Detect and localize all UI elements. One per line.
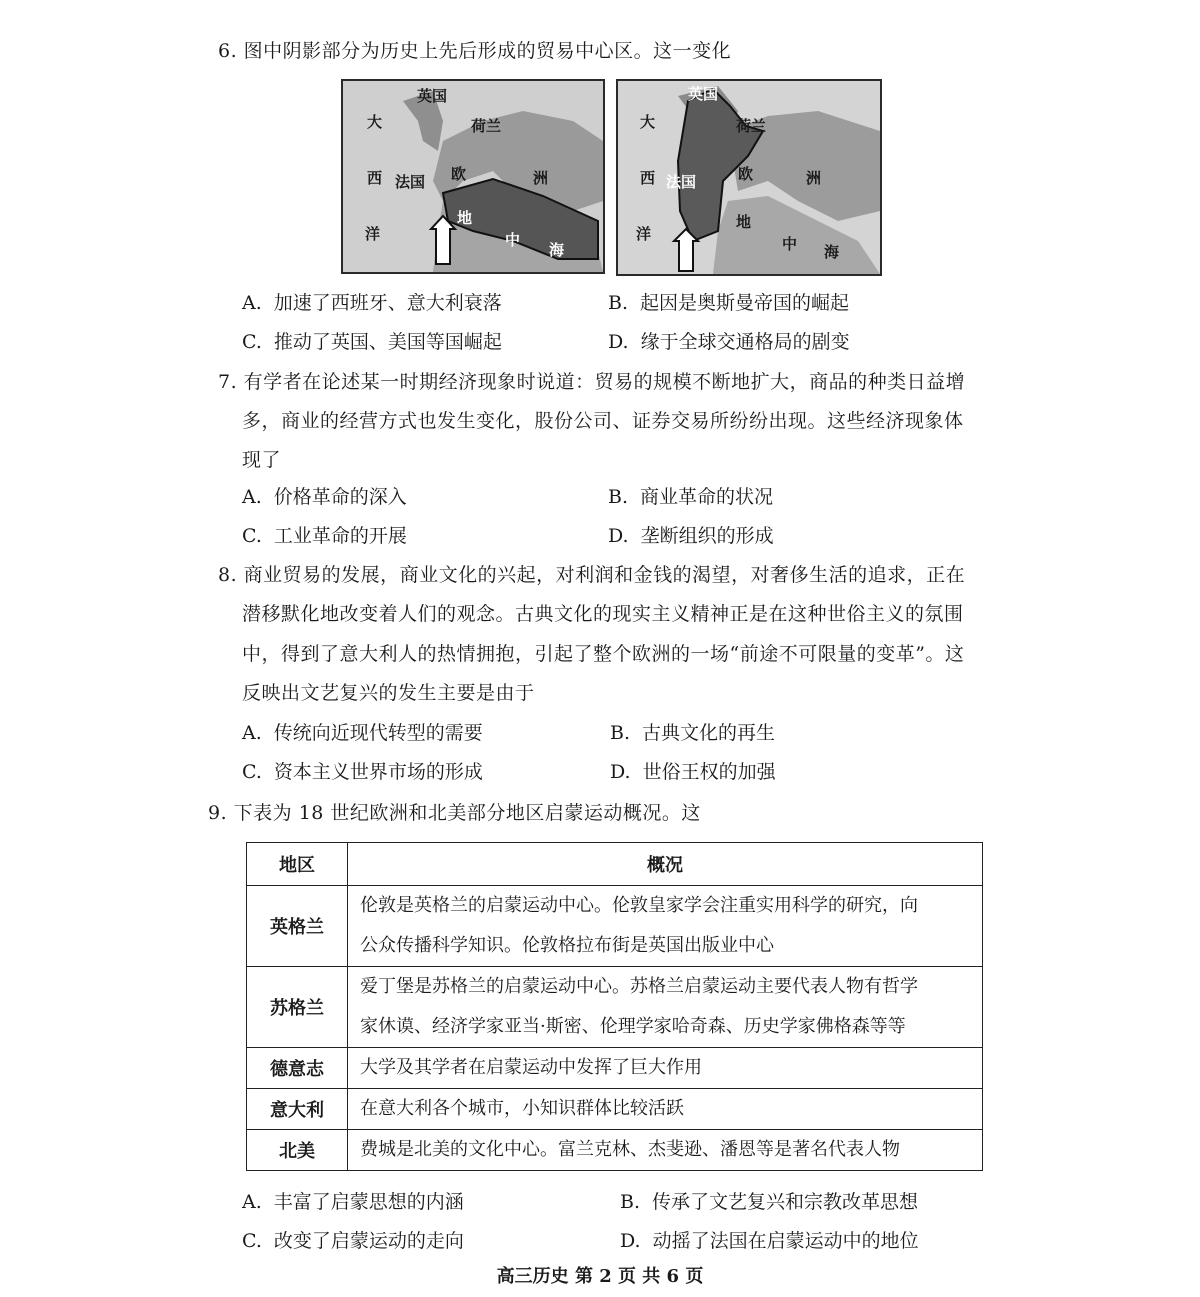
option-letter: A.: [242, 1191, 262, 1213]
table-row: [247, 967, 983, 1048]
q8-option-a[interactable]: [242, 720, 483, 746]
option-letter: D.: [608, 525, 629, 547]
map-right-label-zhou: 洲: [806, 169, 822, 187]
desc-line: 在意大利各个城市，小知识群体比较活跃: [360, 1098, 684, 1119]
map-right-label-zhong: 中: [782, 235, 798, 253]
option-letter: A.: [242, 292, 262, 314]
option-text: 世俗王权的加强: [642, 761, 776, 783]
desc-line: 公众传播科学知识。伦敦格拉布街是英国出版业中心: [360, 935, 774, 956]
option-letter: C.: [242, 761, 262, 783]
map-left-label-ou: 欧: [451, 165, 467, 183]
desc-line: 大学及其学者在启蒙运动中发挥了巨大作用: [360, 1057, 702, 1078]
row-desc: [348, 1048, 983, 1089]
q6-stem: 6. 图中阴影部分为历史上先后形成的贸易中心区。这一变化: [218, 40, 732, 62]
option-letter: D.: [610, 761, 631, 783]
row-desc: [348, 967, 983, 1048]
map-left-label-france: 法国: [395, 173, 426, 191]
row-region: 北美: [247, 1130, 348, 1171]
option-letter: B.: [610, 722, 631, 744]
desc-line: 家休谟、经济学家亚当·斯密、伦理学家哈奇森、历史学家佛格森等等: [360, 1016, 906, 1037]
option-letter: D.: [608, 331, 629, 353]
map-left-label-da: 大: [367, 113, 383, 131]
q6-option-d[interactable]: [608, 329, 850, 355]
row-desc: [348, 886, 983, 967]
table-row: [247, 1130, 983, 1171]
option-text: 传统向近现代转型的需要: [273, 722, 483, 744]
map-left-label-xi: 西: [367, 169, 383, 187]
option-letter: B.: [608, 292, 629, 314]
map-right-label-hai: 海: [824, 243, 840, 261]
header-overview: 概况: [348, 843, 983, 886]
q8-option-d[interactable]: [610, 759, 776, 785]
map-left-label-zhou: 洲: [533, 169, 549, 187]
q7-line-2: 多，商业的经营方式也发生变化，股份公司、证券交易所纷纷出现。这些经济现象体: [242, 410, 964, 432]
map-left-label-yang: 洋: [365, 225, 381, 243]
map-left-label-holland: 荷兰: [471, 117, 502, 135]
q9-option-a[interactable]: [242, 1189, 464, 1215]
q7-line-1: 7. 有学者在论述某一时期经济现象时说道：贸易的规模不断地扩大，商品的种类日益增: [218, 371, 966, 393]
page-footer: 高三历史 第 2 页 共 6 页: [496, 1266, 704, 1287]
q9-option-d[interactable]: [620, 1228, 919, 1254]
enlightenment-table: [246, 842, 983, 1171]
option-text: 动摇了法国在启蒙运动中的地位: [652, 1230, 919, 1252]
map-right-label-di: 地: [736, 213, 752, 231]
map-right-label-ou: 欧: [738, 165, 754, 183]
desc-line: 费城是北美的文化中心。富兰克林、杰斐逊、潘恩等是著名代表人物: [360, 1139, 900, 1160]
option-text: 价格革命的深入: [273, 486, 407, 508]
trade-map-left: [341, 79, 605, 274]
option-letter: A.: [242, 722, 262, 744]
q8-option-b[interactable]: [610, 720, 775, 746]
q7-option-b[interactable]: [608, 484, 773, 510]
option-text: 资本主义世界市场的形成: [273, 761, 483, 783]
map-right-label-england: 英国: [688, 85, 719, 103]
q9-option-c[interactable]: [242, 1228, 464, 1254]
option-letter: C.: [242, 1230, 262, 1252]
q8-line-3: 中，得到了意大利人的热情拥抱，引起了整个欧洲的一场“前途不可限量的变革”。这: [242, 643, 965, 665]
map-left-label-zhong: 中: [505, 231, 521, 249]
q8-option-c[interactable]: [242, 759, 483, 785]
table-row: [247, 886, 983, 967]
desc-line: 爱丁堡是苏格兰的启蒙运动中心。苏格兰启蒙运动主要代表人物有哲学: [360, 976, 918, 997]
table-header-row: [247, 843, 983, 886]
q9-option-b[interactable]: [620, 1189, 918, 1215]
q8-line-1: 8. 商业贸易的发展，商业文化的兴起，对利润和金钱的渴望，对奢侈生活的追求，正在: [218, 564, 966, 586]
row-desc: [348, 1130, 983, 1171]
option-text: 古典文化的再生: [642, 722, 776, 744]
table-row: [247, 1089, 983, 1130]
map-left-label-di: 地: [457, 209, 473, 227]
option-letter: C.: [242, 331, 262, 353]
q7-option-d[interactable]: [608, 523, 774, 549]
q6-option-b[interactable]: [608, 290, 849, 316]
row-desc: [348, 1089, 983, 1130]
map-left-label-england: 英国: [417, 87, 448, 105]
map-right-label-france: 法国: [666, 173, 697, 191]
q8-line-2: 潜移默化地改变着人们的观念。古典文化的现实主义精神正是在这种世俗主义的氛围: [242, 603, 964, 625]
q7-option-a[interactable]: [242, 484, 407, 510]
q6-option-a[interactable]: [242, 290, 502, 316]
row-region: 苏格兰: [247, 967, 348, 1048]
option-text: 工业革命的开展: [273, 525, 407, 547]
option-text: 传承了文艺复兴和宗教改革思想: [652, 1191, 919, 1213]
option-text: 推动了英国、美国等国崛起: [273, 331, 502, 353]
header-region: 地区: [247, 843, 348, 886]
map-right-label-xi: 西: [640, 169, 656, 187]
option-text: 改变了启蒙运动的走向: [273, 1230, 464, 1252]
option-letter: D.: [620, 1230, 641, 1252]
map-right-label-yang: 洋: [636, 225, 652, 243]
option-text: 加速了西班牙、意大利衰落: [273, 292, 502, 314]
desc-line: 伦敦是英格兰的启蒙运动中心。伦敦皇家学会注重实用科学的研究，向: [360, 895, 918, 916]
row-region: 德意志: [247, 1048, 348, 1089]
row-region: 意大利: [247, 1089, 348, 1130]
option-text: 垄断组织的形成: [640, 525, 774, 547]
q7-line-3: 现了: [242, 449, 282, 471]
option-text: 丰富了启蒙思想的内涵: [273, 1191, 464, 1213]
map-left-label-hai: 海: [549, 241, 565, 259]
option-letter: C.: [242, 525, 262, 547]
q6-option-c[interactable]: [242, 329, 502, 355]
option-text: 起因是奥斯曼帝国的崛起: [640, 292, 850, 314]
option-text: 缘于全球交通格局的剧变: [640, 331, 850, 353]
table-row: [247, 1048, 983, 1089]
q9-stem: 9. 下表为 18 世纪欧洲和北美部分地区启蒙运动概况。这: [208, 802, 701, 824]
q8-line-4: 反映出文艺复兴的发生主要是由于: [242, 682, 535, 704]
trade-map-right: [616, 79, 882, 276]
q7-option-c[interactable]: [242, 523, 407, 549]
row-region: 英格兰: [247, 886, 348, 967]
option-letter: B.: [608, 486, 629, 508]
option-text: 商业革命的状况: [640, 486, 774, 508]
map-right-label-da: 大: [640, 113, 656, 131]
map-right-label-holland: 荷兰: [736, 117, 767, 135]
option-letter: A.: [242, 486, 262, 508]
option-letter: B.: [620, 1191, 641, 1213]
